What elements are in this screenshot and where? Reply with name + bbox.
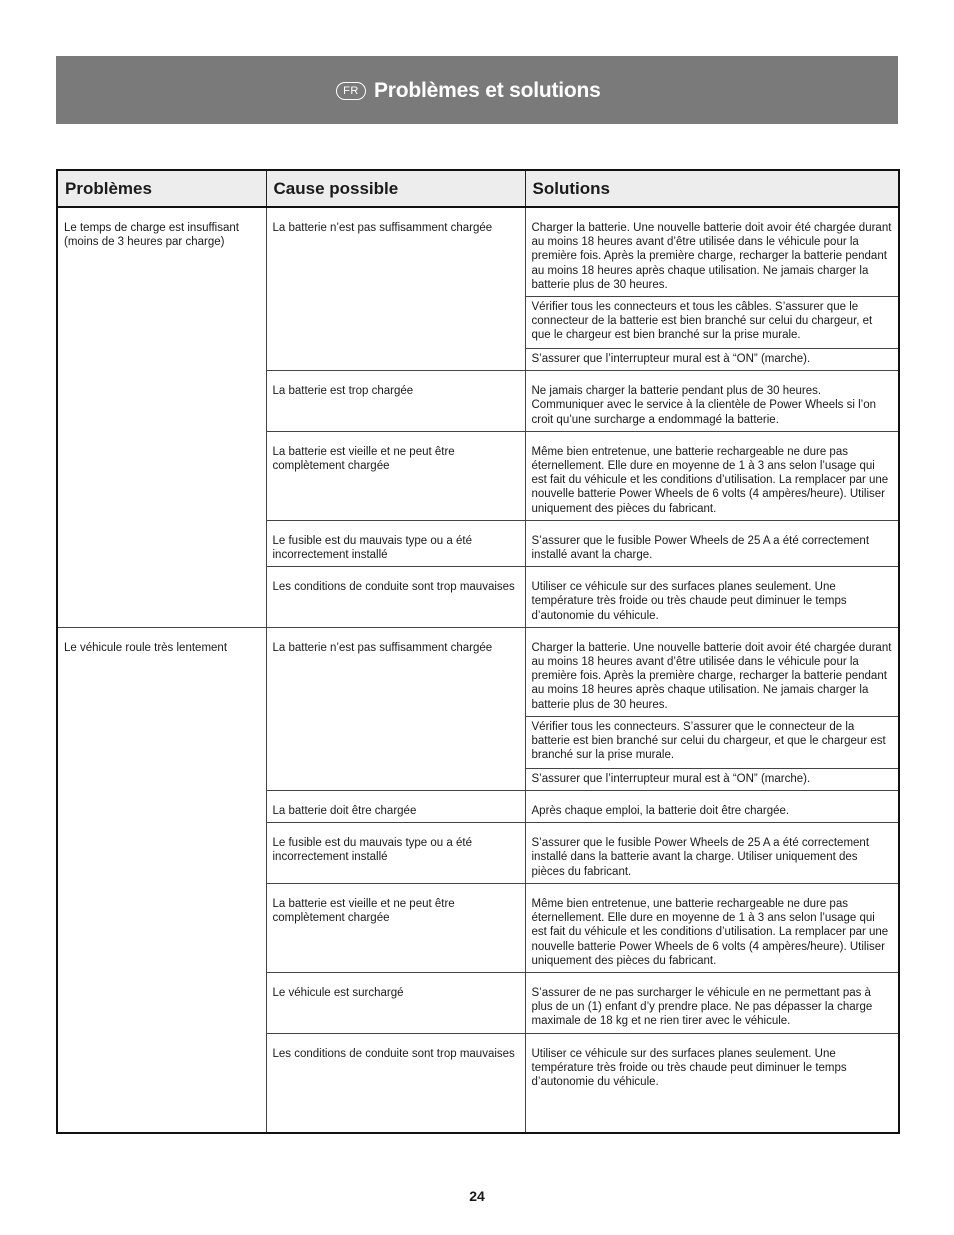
solution-cell: Après chaque emploi, la batterie doit être chargée. [525, 791, 899, 823]
solution-cell: Même bien entretenue, une batterie rechargeable ne dure pas éternellement. Elle dure en moyenne de 1 à 3 ans selon l’usage qui est fait du véhicule et les conditions d’utilisation. La remplacer par une nouvelle batterie Power Wheels de 6 volts (4 ampères/heure). Utiliser uniquement des pièces du fabricant. [525, 883, 899, 972]
header-solutions: Solutions [525, 170, 899, 207]
banner-content [336, 78, 601, 104]
title-banner [56, 56, 898, 124]
cause-cell: La batterie doit être chargée [266, 791, 525, 823]
cause-cell: La batterie est vieille et ne peut être complètement chargée [266, 883, 525, 972]
cause-cell: La batterie n’est pas suffisamment chargée [266, 627, 525, 790]
language-badge: FR [336, 82, 366, 100]
table-header-row [57, 170, 899, 207]
cause-cell: Le fusible est du mauvais type ou a été incorrectement installé [266, 823, 525, 884]
header-cause: Cause possible [266, 170, 525, 207]
solution-cell: Utiliser ce véhicule sur des surfaces planes seulement. Une température très froide ou très chaude peut diminuer le temps d’autonomie du véhicule. [525, 1033, 899, 1133]
solution-cell: S’assurer de ne pas surcharger le véhicule en ne permettant pas à plus de un (1) enfant d’y prendre place. Ne pas dépasser la charge maximale de 18 kg et ne rien tirer avec le véhicule. [525, 972, 899, 1033]
page-number: 24 [469, 1188, 485, 1204]
solution-cell: Vérifier tous les connecteurs et tous les câbles. S’assurer que le connecteur de la batterie est bien branché sur celui du chargeur, et que le chargeur est bien branché sur la prise murale. [525, 297, 899, 349]
solution-cell: Ne jamais charger la batterie pendant plus de 30 heures. Communiquer avec le service à la clientèle de Power Wheels si l’on croit qu’une surcharge a endommagé la batterie. [525, 371, 899, 432]
cause-cell: La batterie n’est pas suffisamment chargée [266, 207, 525, 371]
cause-cell: La batterie est trop chargée [266, 371, 525, 432]
page-title: Problèmes et solutions [374, 79, 601, 102]
solution-cell: S’assurer que l’interrupteur mural est à “ON” (marche). [525, 768, 899, 790]
solution-cell: Même bien entretenue, une batterie rechargeable ne dure pas éternellement. Elle dure en moyenne de 1 à 3 ans selon l’usage qui est fait du véhicule et les conditions d’utilisation. La remplacer par une nouvelle batterie Power Wheels de 6 volts (4 ampères/heure). Utiliser uniquement des pièces du fabricant. [525, 431, 899, 520]
solution-cell: S’assurer que le fusible Power Wheels de 25 A a été correctement installé dans la batterie avant la charge. Utiliser uniquement des pièces du fabricant. [525, 823, 899, 884]
cause-cell: La batterie est vieille et ne peut être complètement chargée [266, 431, 525, 520]
solution-cell: Utiliser ce véhicule sur des surfaces planes seulement. Une température très froide ou très chaude peut diminuer le temps d’autonomie du véhicule. [525, 567, 899, 628]
solution-cell: S’assurer que l’interrupteur mural est à “ON” (marche). [525, 349, 899, 371]
header-problems: Problèmes [57, 170, 266, 207]
cause-cell: Les conditions de conduite sont trop mauvaises [266, 567, 525, 628]
cause-cell: Le véhicule est surchargé [266, 972, 525, 1033]
solution-cell: Vérifier tous les connecteurs. S’assurer que le connecteur de la batterie est bien branché sur celui du chargeur, et que le chargeur est branché sur la prise murale. [525, 716, 899, 768]
table-body [57, 207, 899, 1133]
problem-cell: Le temps de charge est insuffisant (moins de 3 heures par charge) [57, 207, 266, 627]
solution-cell: Charger la batterie. Une nouvelle batterie doit avoir été chargée durant au moins 18 heures avant d’être utilisée dans le véhicule pour la première fois. Après la première charge, recharger la batterie pendant au moins 18 heures après chaque utilisation. Ne jamais charger la batterie plus de 30 heures. [525, 627, 899, 716]
troubleshooting-table [56, 169, 900, 1134]
solution-cell: Charger la batterie. Une nouvelle batterie doit avoir été chargée durant au moins 18 heures avant d’être utilisée dans le véhicule pour la première fois. Après la première charge, recharger la batterie pendant au moins 18 heures après chaque utilisation. Ne jamais charger la batterie plus de 30 heures. [525, 207, 899, 297]
table-row [57, 207, 899, 297]
table-row [57, 627, 899, 716]
solution-cell: S’assurer que le fusible Power Wheels de 25 A a été correctement installé avant la charge. [525, 520, 899, 566]
problem-cell: Le véhicule roule très lentement [57, 627, 266, 1133]
cause-cell: Le fusible est du mauvais type ou a été incorrectement installé [266, 520, 525, 566]
cause-cell: Les conditions de conduite sont trop mauvaises [266, 1033, 525, 1133]
